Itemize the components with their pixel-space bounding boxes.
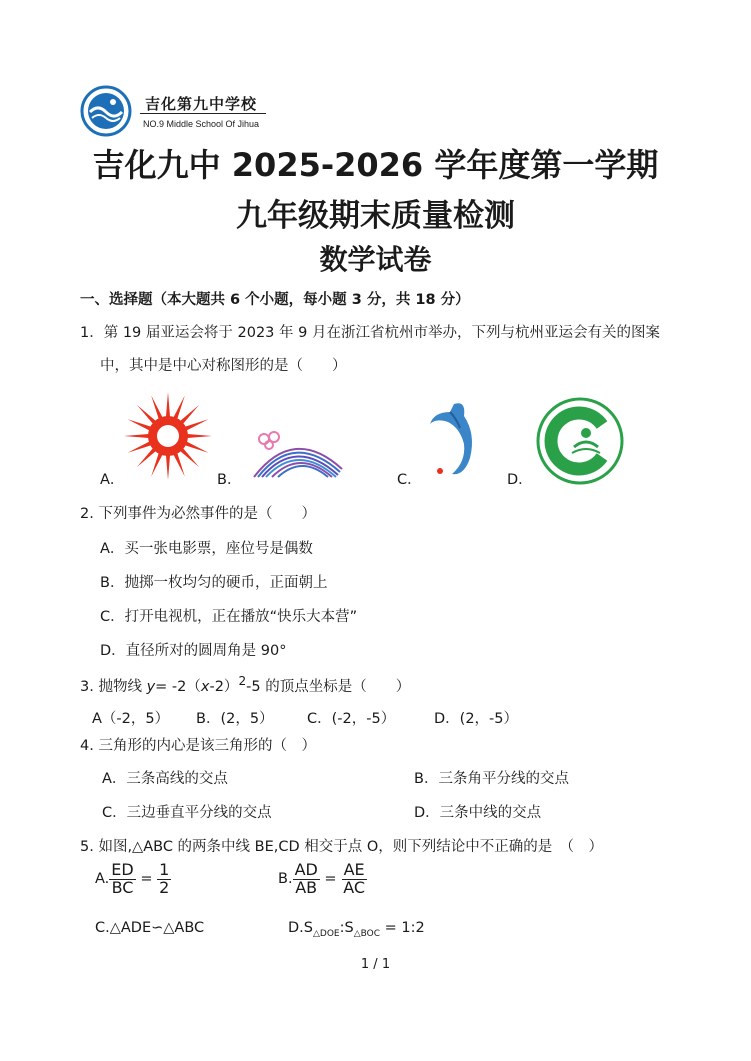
- q5-a-label: A.: [95, 871, 110, 888]
- q5-b-label: B.: [278, 871, 293, 888]
- q3-eq: = -2（: [155, 678, 201, 695]
- q3-prefix: 3. 抛物线: [80, 678, 147, 695]
- q3-option-a: A（-2，5）: [92, 711, 170, 727]
- q1-stem-line2: 中，其中是中心对称图形的是（ ）: [100, 358, 347, 374]
- q4-stem: 4. 三角形的内心是该三角形的（ ）: [80, 738, 316, 754]
- q5-a-equals: =: [135, 871, 158, 888]
- page-number: 1 / 1: [360, 957, 391, 972]
- q5-a-fraction-left: $\frac{ED}{BC}$: [111, 860, 134, 897]
- q1-option-d: D．: [507, 472, 533, 488]
- q5-option-c: C.△ADE∽△ABC: [95, 920, 205, 936]
- q5-a-fraction-right: $\frac{1}{2}$: [159, 860, 170, 897]
- section-heading: 一、选择题（本大题共 6 个小题，每小题 3 分，共 18 分）: [80, 292, 470, 308]
- q1-option-b: B．: [217, 472, 242, 488]
- q3-var-x: x: [200, 678, 210, 695]
- q5-stem: 5. 如图,△ABC 的两条中线 BE,CD 相交于点 O，则下列结论中不正确的是 （ ）: [80, 839, 604, 855]
- q5-b-equals: =: [319, 871, 342, 888]
- school-name-underline: [140, 113, 266, 114]
- q2-option-b: B．抛掷一枚均匀的硬币，正面朝上: [100, 575, 328, 591]
- q4-option-a: A．三条高线的交点: [102, 771, 228, 787]
- q3-suffix: -5 的顶点坐标是（ ）: [246, 678, 411, 695]
- q5-b-fraction-right: $\frac{AE}{AC}$: [343, 860, 366, 897]
- title-line-3: 数学试卷: [319, 243, 432, 276]
- q4-option-b: B．三条角平分线的交点: [414, 771, 569, 787]
- q1-option-c: C．: [397, 472, 422, 488]
- q5-b-fraction-left: $\frac{AD}{AB}$: [294, 860, 318, 897]
- q3-mid: -2）: [209, 678, 239, 695]
- q2-option-c: C．打开电视机，正在播放“快乐大本营”: [100, 609, 358, 625]
- q3-option-b: B．(2，5）: [196, 711, 274, 727]
- q3-exponent: 2: [238, 674, 247, 688]
- dolphin-emblem-icon: [426, 398, 486, 480]
- q4-option-c: C．三边垂直平分线的交点: [102, 805, 272, 821]
- q5-option-a: [95, 862, 171, 897]
- title-line-2: 九年级期末质量检测: [236, 198, 515, 234]
- q3-var-y: y: [146, 678, 156, 695]
- q4-option-d: D．三条中线的交点: [414, 805, 542, 821]
- school-name-cn: 吉化第九中学校: [145, 95, 258, 113]
- sun-emblem-icon: [122, 390, 214, 482]
- green-circle-emblem-icon: [536, 397, 624, 485]
- title-line-1: 吉化九中 2025-2026 学年度第一学期: [92, 146, 659, 184]
- q2-option-d: D．直径所对的圆周角是 90°: [100, 643, 287, 659]
- q1-stem-line1: 1．第 19 届亚运会将于 2023 年 9 月在浙江省杭州市举办，下列与杭州亚运会有关的图案: [80, 325, 660, 341]
- q2-option-a: A．买一张电影票，座位号是偶数: [100, 541, 313, 557]
- q3-option-c: C．(-2，-5）: [307, 711, 396, 727]
- q3-stem: [80, 674, 410, 696]
- school-logo-icon: [80, 85, 132, 137]
- arc-waves-emblem-icon: [244, 425, 346, 477]
- q5-option-d: $D.S_{\triangle DOE}:S_{\triangle BOC}$ = 1:2: [288, 920, 425, 939]
- q1-option-a: A．: [100, 472, 125, 488]
- q2-stem: 2. 下列事件为必然事件的是（ ）: [80, 506, 316, 522]
- school-name-en: NO.9 Middle School Of Jihua: [143, 119, 260, 129]
- q5-option-b: [278, 862, 367, 897]
- q3-option-d: D．(2，-5）: [434, 711, 519, 727]
